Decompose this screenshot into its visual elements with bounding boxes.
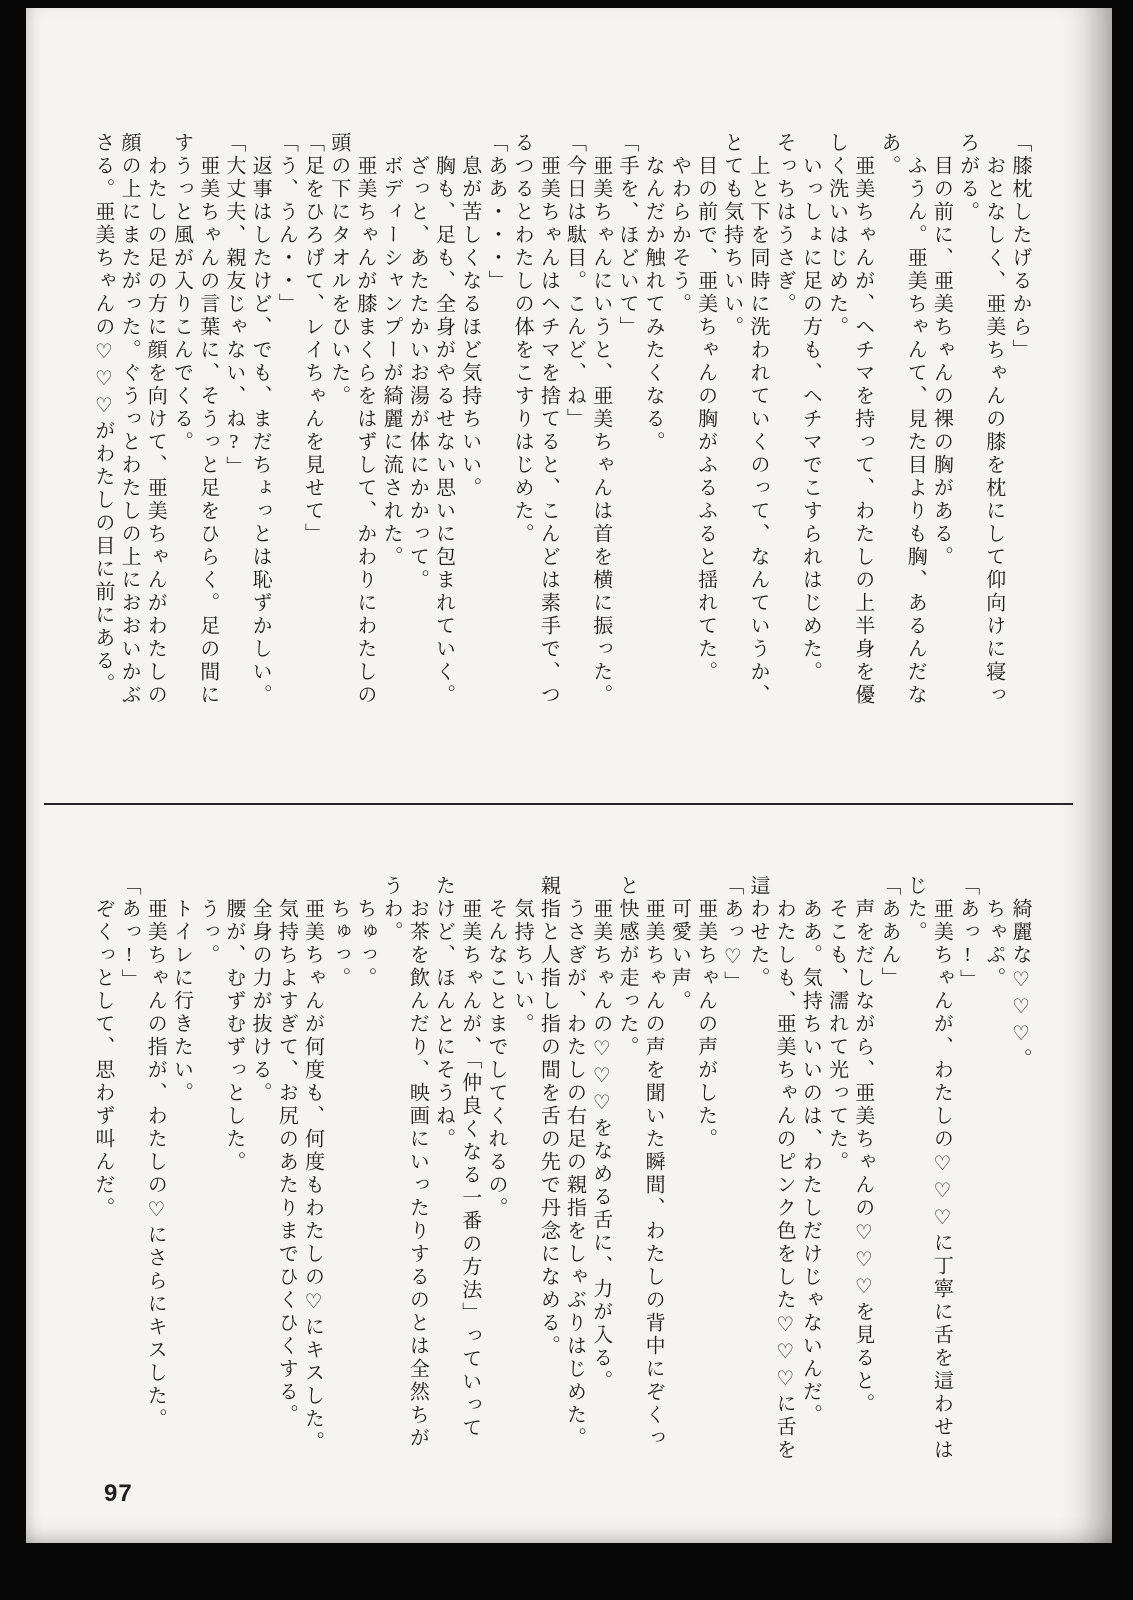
text-line: 綺麗な♡♡♡。 (1009, 898, 1031, 1071)
text-line: 「あっ!」 (956, 875, 979, 992)
text-line: うさぎが、わたしの右足の親指をしゃぶりはじめた。 (563, 898, 586, 1450)
text-line: ふうん。亜美ちゃんて、見た目よりも胸、あるんだな (904, 155, 927, 707)
text-line: 「大丈夫、親友じゃない、ね?」 (222, 132, 245, 479)
text-line: 返事はしたけど、でも、まだちょっとは恥ずかしい。 (249, 155, 272, 707)
text-line: 亜美ちゃんが、「仲良くなる一番の方法」っていって (458, 898, 481, 1440)
text-line: 亜美ちゃんの指が、わたしの♡にさらにキスした。 (144, 898, 167, 1431)
text-line: 全身の力が抜ける。 (249, 898, 272, 1105)
text-line: あ。 (877, 132, 900, 178)
text-line: 亜美ちゃんにいうと、亜美ちゃんは首を横に振った。 (589, 155, 612, 707)
text-line: さる。亜美ちゃんの♡♡♡がわたしの目に前にある。 (91, 132, 114, 696)
text-line: 「あっ!」 (118, 875, 141, 992)
text-line: ちゅっ。 (327, 898, 350, 990)
text-line: 目の前で、亜美ちゃんの胸がふるふると揺れてた。 (694, 155, 717, 684)
text-line: 亜美ちゃんはヘチマを捨てると、こんどは素手で、つ (537, 155, 560, 707)
text-line: ボディーシャンプーが綺麗に流された。 (380, 155, 403, 569)
text-line: そこも、濡れて光ってた。 (825, 898, 848, 1174)
text-line: しく洗いはじめた。 (825, 132, 848, 339)
text-line: 頭の下にタオルをひいた。 (327, 132, 350, 408)
text-line: とても気持ちいい。 (720, 132, 743, 339)
text-line: うっ。 (196, 898, 219, 967)
text-line: やわらかそう。 (668, 155, 691, 316)
text-line: 胸も、足も、全身がやるせない思いに包まれていく。 (432, 155, 455, 707)
text-line: 目の前に、亜美ちゃんの裸の胸がある。 (930, 155, 953, 569)
text-line: ああ。気持ちいいのは、わたしだけじゃないんだ。 (799, 898, 822, 1427)
text-line: 亜美ちゃんが、わたしの♡♡♡に丁寧に舌を這わせは (930, 898, 953, 1462)
text-line: 「ああん」 (877, 875, 900, 990)
text-line: 「膝枕したげるから」 (1009, 132, 1031, 362)
text-line: 亜美ちゃんが何度も、何度もわたしの♡にキスした。 (301, 898, 324, 1454)
text-line: るつるとわたしの体をこすりはじめた。 (511, 132, 534, 546)
text-line: 這わせた。 (746, 875, 769, 990)
text-line: 気持ちよすぎて、お尻のあたりまでひくひくする。 (275, 898, 298, 1427)
text-line: お茶を飲んだり、映画にいったりするのとは全然ちが (406, 898, 429, 1450)
text-block-top (90, 132, 1033, 732)
text-line: 亜美ちゃんの声がした。 (694, 898, 717, 1151)
text-line: 顔の上にまたがった。ぐうっとわたしの上におおいかぶ (118, 132, 141, 707)
section-divider-rule (44, 803, 1073, 805)
text-line: 「ああ・・・」 (484, 132, 507, 293)
text-line: うわ。 (380, 875, 403, 944)
text-line: 亜美ちゃんの声を聞いた瞬間、わたしの背中にぞくっ (642, 898, 665, 1450)
text-line: そんなことまでしてくれるの。 (484, 898, 507, 1220)
text-line: 「手を、ほどいて」 (615, 132, 638, 339)
text-line: じた。 (904, 875, 927, 944)
text-line: 腰が、むずむずっとした。 (222, 898, 245, 1174)
text-line: ぞくっとして、思わず叫んだ。 (91, 898, 114, 1220)
text-line: ちゅっ。 (353, 898, 376, 990)
text-line: わたしの足の方に顔を向けて、亜美ちゃんがわたしの (144, 155, 167, 707)
text-line: 「今日は駄目。こんど、ね」 (563, 132, 586, 431)
text-line: 気持ちいい。 (511, 898, 534, 1036)
text-line: ざっと、あたたかいお湯が体にかかって。 (406, 155, 429, 592)
text-line: そっちはうさぎ。 (773, 132, 796, 316)
text-line: 息が苦しくなるほど気持ちいい。 (458, 155, 481, 500)
text-line: なんだか触れてみたくなる。 (642, 155, 665, 454)
text-line: 上と下を同時に洗われていくのって、なんていうか、 (746, 155, 769, 707)
text-block-bottom (90, 875, 1033, 1475)
text-line: 「あっ♡」 (720, 875, 743, 994)
text-line: 声をだしながら、亜美ちゃんの♡♡♡を見ると。 (851, 898, 874, 1416)
text-line: 亜美ちゃんが膝まくらをはずして、かわりにわたしの (353, 155, 376, 707)
text-line: 亜美ちゃんの♡♡♡をなめる舌に、力が入る。 (589, 898, 612, 1393)
text-line: おとなしく、亜美ちゃんの膝を枕にして仰向けに寝っ (982, 155, 1005, 707)
text-line: 「足をひろげて、レイちゃんを見せて」 (301, 132, 324, 546)
text-line: ろがる。 (956, 132, 979, 224)
text-line: トイレに行きたい。 (170, 898, 193, 1105)
text-line: すうっと風が入りこんでくる。 (170, 132, 193, 454)
text-line: 親指と人指し指の間を舌の先で丹念になめる。 (537, 875, 560, 1358)
text-line: 亜美ちゃんの言葉に、そうっと足をひらく。足の間に (196, 155, 219, 707)
text-line: 可愛い声。 (668, 898, 691, 1013)
text-line: 「う、うん・・」 (275, 132, 298, 316)
page-number: 97 (104, 1480, 133, 1507)
text-line: わたしも、亜美ちゃんのピンク色をした♡♡♡に舌を (773, 898, 796, 1462)
text-line: と快感が走った。 (615, 875, 638, 1059)
text-line: 亜美ちゃんが、ヘチマを持って、わたしの上半身を優 (851, 155, 874, 707)
text-line: いっしょに足の方も、ヘチマでこすられはじめた。 (799, 155, 822, 684)
text-line: ちゃぷ。 (982, 898, 1005, 990)
text-line: たけど、ほんとにそうね。 (432, 875, 455, 1151)
